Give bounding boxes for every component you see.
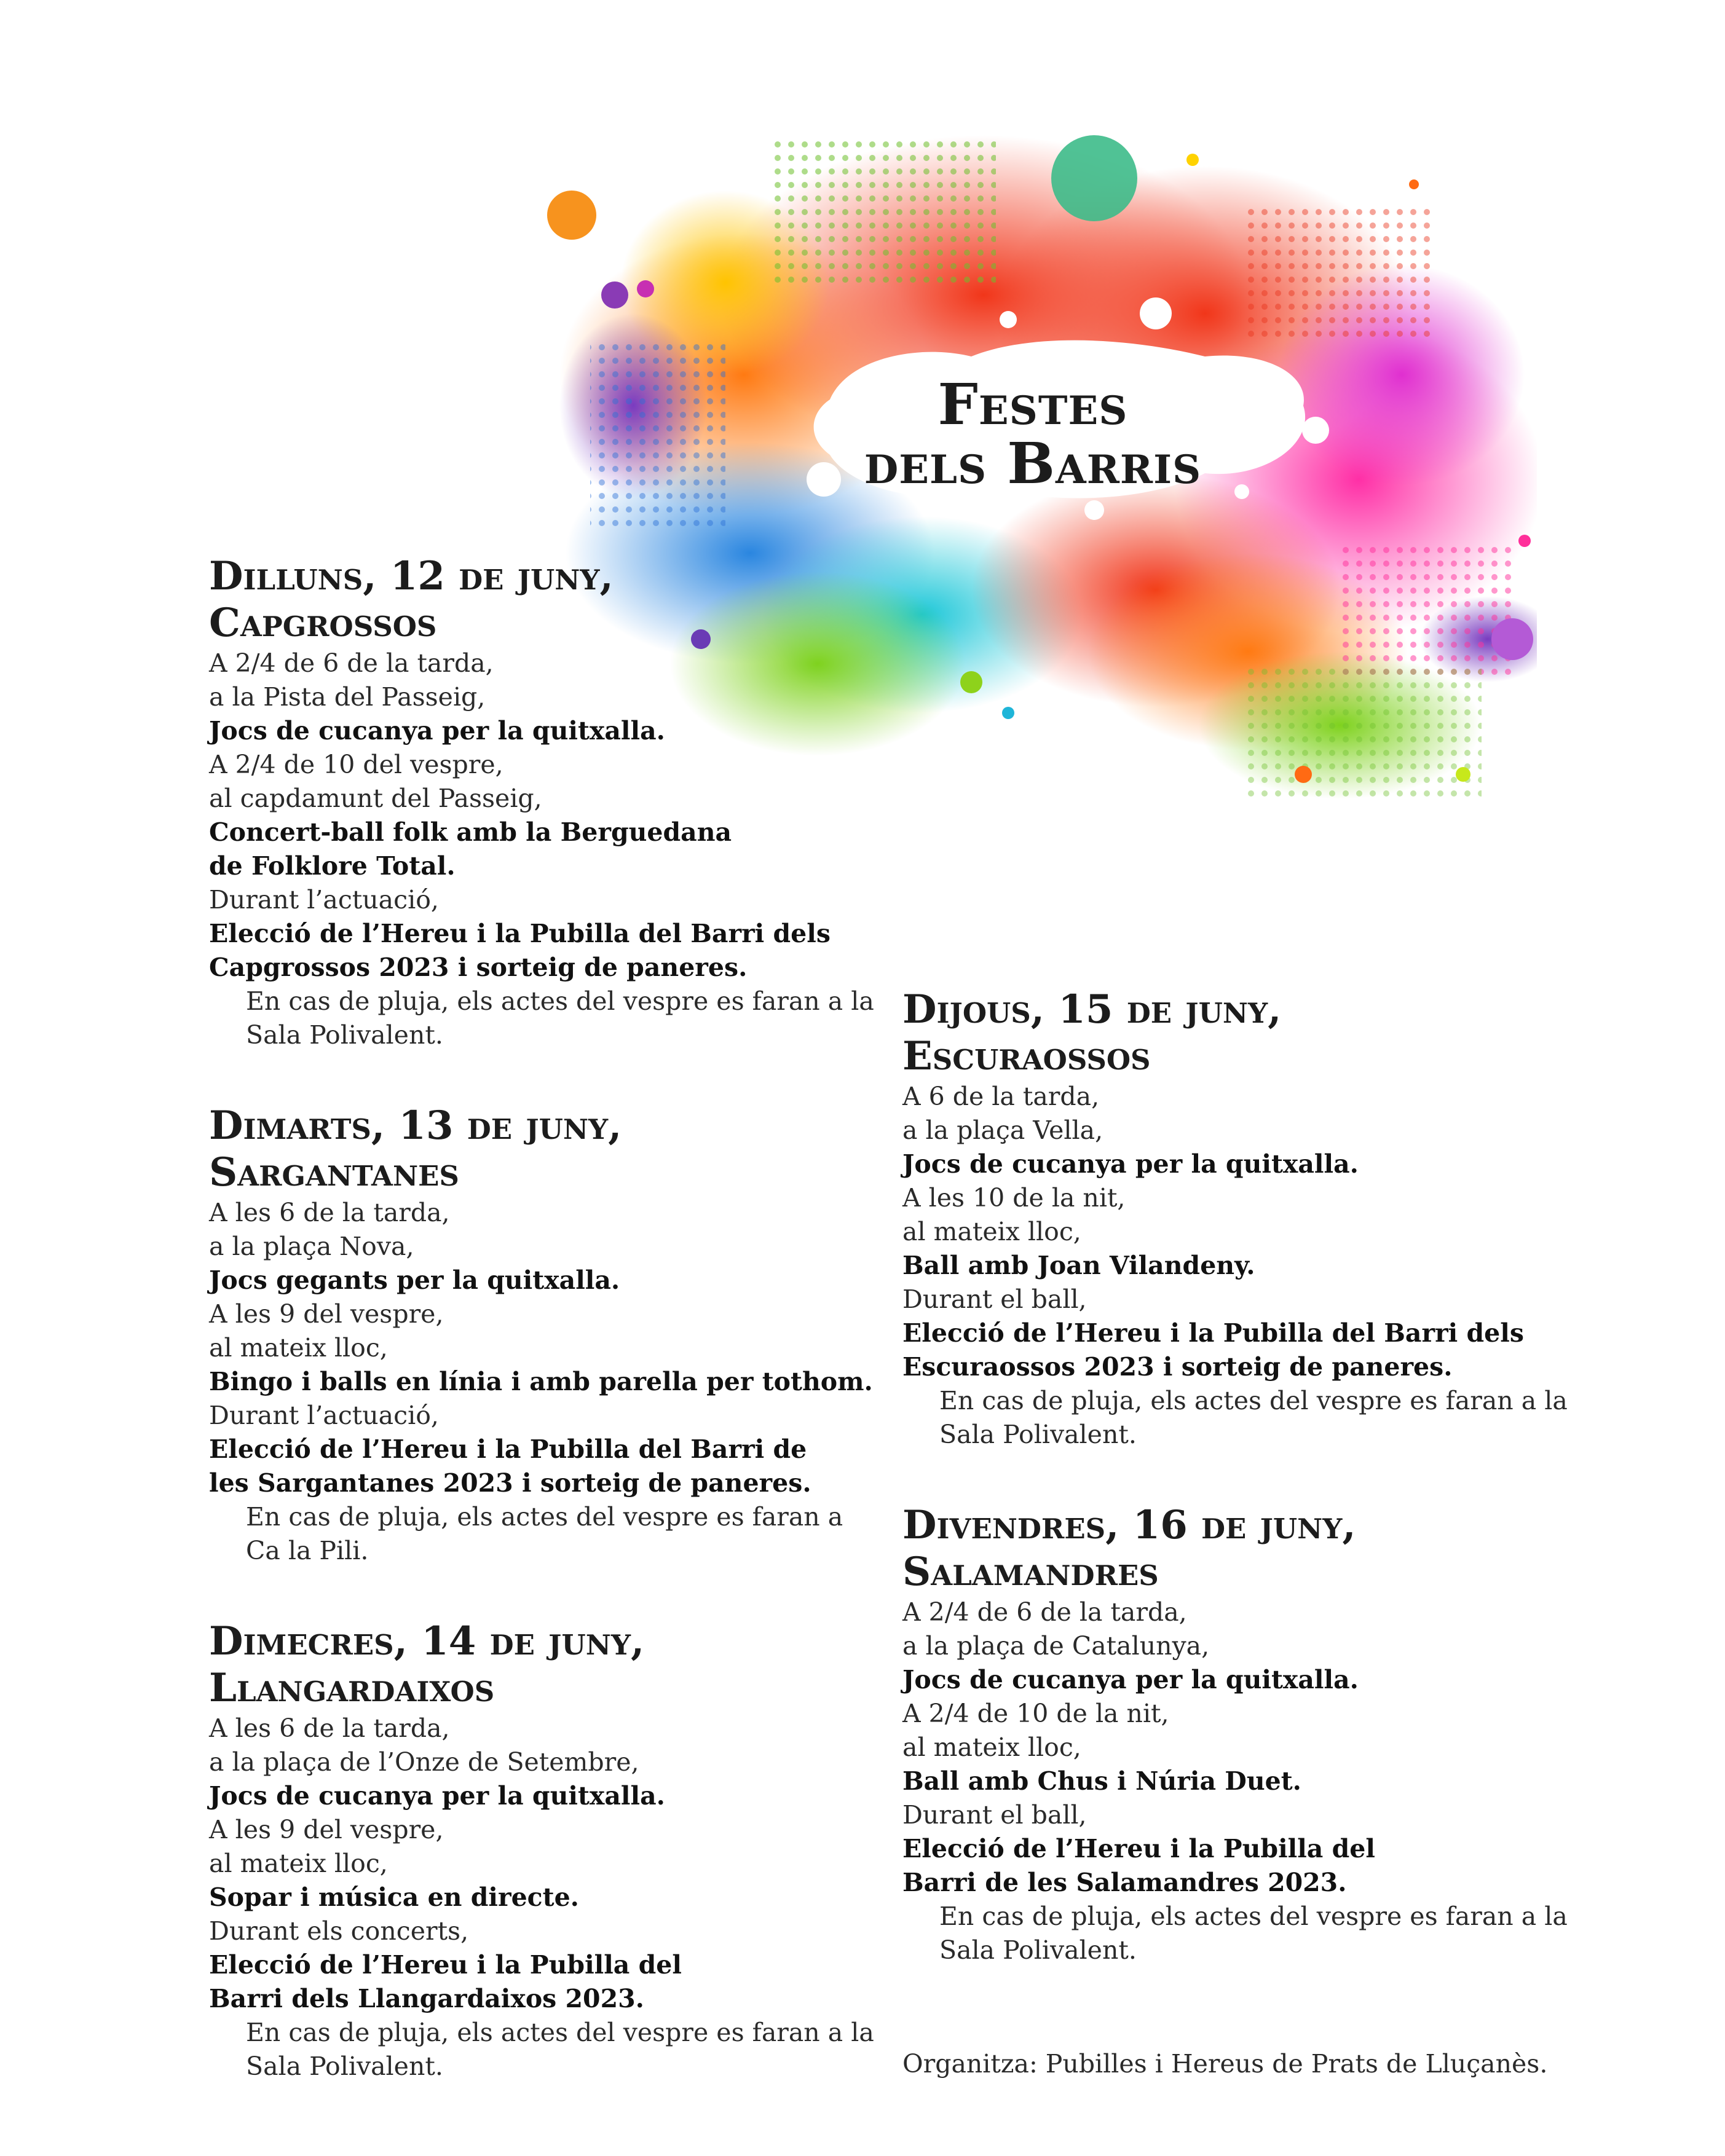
day-heading (209, 1618, 1008, 1712)
rain-note-line: Ca la Pili. (246, 1536, 369, 1565)
event-highlight-line: Sopar i música en directe. (209, 1883, 579, 1912)
rain-note-line: En cas de pluja, els actes del vespre es faran a la (939, 1386, 1568, 1415)
day-block-divendres (902, 1502, 1702, 1967)
neighbourhood-name: Capgrossos (209, 600, 437, 646)
event-lines (209, 647, 1008, 1052)
title-line-2: dels Barris (864, 430, 1202, 497)
day-date: Divendres, 16 de juny, (902, 1502, 1356, 1548)
event-highlight-line: Elecció de l’Hereu i la Pubilla del Barri dels (902, 1318, 1524, 1348)
event-lines (209, 1712, 1008, 2083)
event-detail-line: al capdamunt del Passeig, (209, 784, 542, 813)
event-highlight-line: Concert-ball folk amb la Berguedana (209, 817, 732, 847)
event-highlight-line: Bingo i balls en línia i amb parella per tothom. (209, 1367, 873, 1396)
day-date: Dimarts, 13 de juny, (209, 1103, 622, 1149)
event-highlight-line: de Folklore Total. (209, 851, 456, 881)
event-detail-line: A les 6 de la tarda, (209, 1198, 450, 1227)
event-detail-line: A les 6 de la tarda, (209, 1713, 450, 1743)
day-block-dilluns (209, 553, 1008, 1052)
event-detail-line: A 2/4 de 6 de la tarda, (902, 1597, 1187, 1627)
neighbourhood-name: Sargantanes (209, 1149, 459, 1195)
event-highlight-line: Jocs de cucanya per la quitxalla. (902, 1149, 1359, 1179)
event-detail-line: a la plaça Vella, (902, 1115, 1103, 1145)
event-detail-line: A 2/4 de 10 de la nit, (902, 1699, 1169, 1728)
title-line-1: Festes (938, 371, 1128, 438)
event-highlight-line: Elecció de l’Hereu i la Pubilla del (209, 1950, 682, 1980)
event-highlight-line: les Sargantanes 2023 i sorteig de paneres. (209, 1468, 811, 1498)
event-highlight-line: Ball amb Chus i Núria Duet. (902, 1766, 1301, 1796)
event-detail-line: Durant el ball, (902, 1800, 1087, 1830)
rain-note-line: Sala Polivalent. (246, 1020, 443, 1050)
event-detail-line: al mateix lloc, (209, 1333, 388, 1363)
rain-note-line: En cas de pluja, els actes del vespre es faran a la (246, 986, 874, 1016)
event-highlight-line: Elecció de l’Hereu i la Pubilla del (902, 1834, 1375, 1863)
event-detail-line: a la plaça de Catalunya, (902, 1631, 1210, 1661)
organizer-credit: Organitza: Pubilles i Hereus de Prats de Lluçanès. (902, 2049, 1548, 2079)
day-heading (209, 553, 1008, 647)
neighbourhood-name: Escuraossos (902, 1033, 1151, 1079)
event-highlight-line: Jocs gegants per la quitxalla. (209, 1265, 620, 1295)
day-block-dimarts (209, 1103, 1008, 1568)
day-block-dijous (902, 986, 1702, 1452)
rain-note-line: En cas de pluja, els actes del vespre es faran a (246, 1502, 843, 1532)
event-highlight-line: Jocs de cucanya per la quitxalla. (902, 1665, 1359, 1694)
event-detail-line: A les 9 del vespre, (209, 1299, 444, 1329)
day-date: Dijous, 15 de juny, (902, 986, 1282, 1033)
event-highlight-line: Barri de les Salamandres 2023. (902, 1868, 1347, 1897)
event-highlight-line: Capgrossos 2023 i sorteig de paneres. (209, 953, 748, 982)
rain-note-line: Sala Polivalent. (939, 1935, 1137, 1965)
event-detail-line: A 2/4 de 10 del vespre, (209, 750, 503, 779)
event-lines (902, 1595, 1702, 1967)
event-detail-line: A 6 de la tarda, (902, 1082, 1100, 1111)
event-detail-line: A les 10 de la nit, (902, 1183, 1126, 1213)
event-detail-line: Durant l’actuació, (209, 885, 439, 915)
event-detail-line: a la Pista del Passeig, (209, 682, 486, 712)
event-highlight-line: Elecció de l’Hereu i la Pubilla del Barri dels (209, 919, 831, 948)
event-detail-line: al mateix lloc, (902, 1217, 1081, 1246)
neighbourhood-name: Salamandres (902, 1549, 1159, 1595)
event-detail-line: Durant els concerts, (209, 1916, 469, 1946)
event-lines (209, 1196, 1008, 1568)
event-detail-line: A les 9 del vespre, (209, 1815, 444, 1844)
event-detail-line: Durant el ball, (902, 1285, 1087, 1314)
rain-note-line: En cas de pluja, els actes del vespre es faran a la (939, 1902, 1568, 1931)
event-highlight-line: Elecció de l’Hereu i la Pubilla del Barri de (209, 1434, 807, 1464)
event-detail-line: A 2/4 de 6 de la tarda, (209, 648, 494, 678)
schedule-left-column (209, 553, 1008, 2134)
poster-title (818, 371, 1248, 497)
event-detail-line: a la plaça de l’Onze de Setembre, (209, 1747, 639, 1777)
neighbourhood-name: Llangardaixos (209, 1665, 495, 1711)
rain-note-line: En cas de pluja, els actes del vespre es faran a la (246, 2018, 874, 2047)
event-detail-line: al mateix lloc, (902, 1733, 1081, 1762)
day-heading (902, 1502, 1702, 1595)
event-highlight-line: Jocs de cucanya per la quitxalla. (209, 1781, 665, 1811)
event-highlight-line: Jocs de cucanya per la quitxalla. (209, 716, 665, 746)
event-detail-line: a la plaça Nova, (209, 1232, 414, 1261)
event-detail-line: Durant l’actuació, (209, 1401, 439, 1430)
event-highlight-line: Ball amb Joan Vilandeny. (902, 1251, 1255, 1280)
event-detail-line: al mateix lloc, (209, 1849, 388, 1878)
day-block-dimecres (209, 1618, 1008, 2083)
day-heading (209, 1103, 1008, 1196)
event-highlight-line: Escuraossos 2023 i sorteig de paneres. (902, 1352, 1453, 1382)
day-date: Dimecres, 14 de juny, (209, 1618, 645, 1664)
day-heading (902, 986, 1702, 1080)
event-lines (902, 1080, 1702, 1452)
rain-note-line: Sala Polivalent. (939, 1420, 1137, 1449)
event-highlight-line: Barri dels Llangardaixos 2023. (209, 1984, 644, 2013)
rain-note-line: Sala Polivalent. (246, 2052, 443, 2081)
schedule-right-column (902, 986, 1702, 2018)
day-date: Dilluns, 12 de juny, (209, 553, 614, 599)
